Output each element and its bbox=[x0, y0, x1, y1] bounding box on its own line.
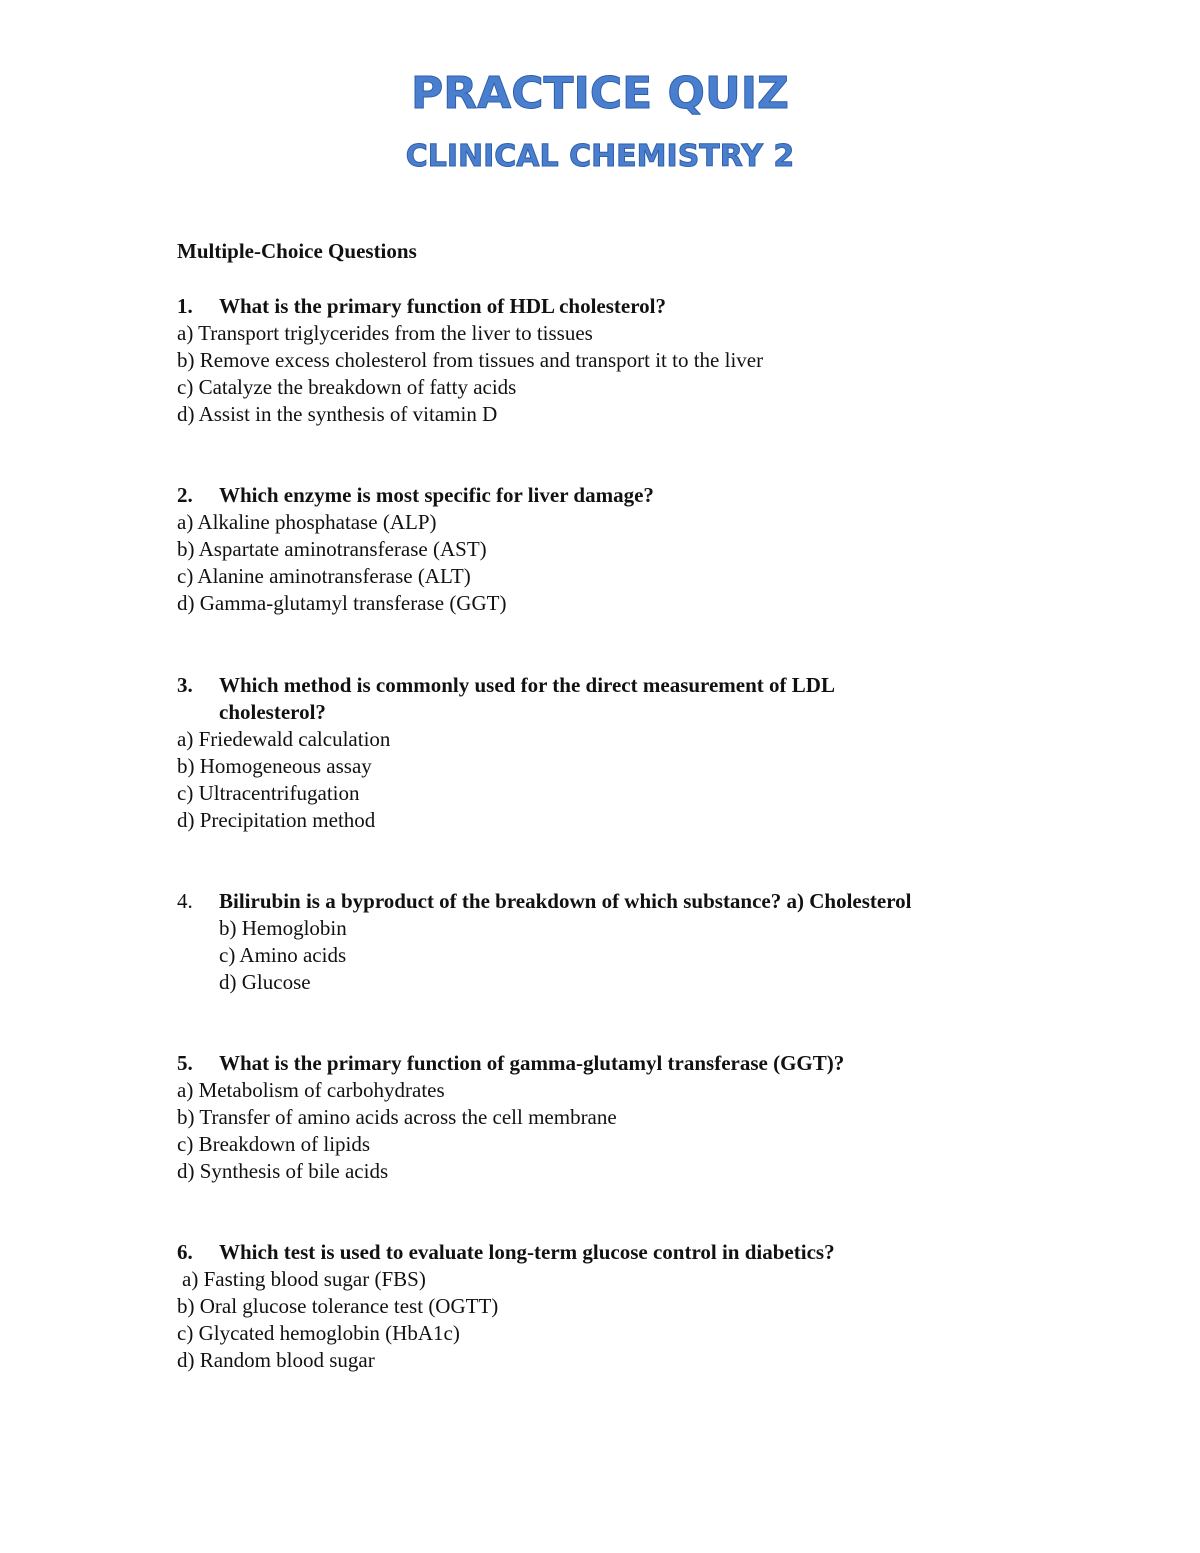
question-title bbox=[177, 482, 1037, 509]
question-text: Which test is used to evaluate long-term glucose control in diabetics? bbox=[219, 1240, 835, 1264]
option-c: c) Breakdown of lipids bbox=[177, 1132, 371, 1156]
section-heading: Multiple-Choice Questions bbox=[177, 239, 417, 263]
question-title bbox=[177, 1050, 1037, 1077]
question-title bbox=[177, 293, 1037, 320]
question-text: What is the primary function of HDL cholesterol? bbox=[219, 294, 667, 318]
option-b: b) Transfer of amino acids across the cell membrane bbox=[177, 1105, 617, 1129]
question-text: Which method is commonly used for the direct measurement of LDL cholesterol? bbox=[219, 673, 834, 724]
question-number: 3. bbox=[177, 673, 193, 697]
option-d: d) Gamma-glutamyl transferase (GGT) bbox=[177, 591, 507, 615]
question-4 bbox=[177, 888, 1037, 996]
question-6 bbox=[177, 1239, 1037, 1374]
question-2 bbox=[177, 482, 1037, 617]
page-subtitle: CLINICAL CHEMISTRY 2 bbox=[405, 139, 795, 174]
option-c: c) Amino acids bbox=[219, 943, 347, 967]
option-a: a) Friedewald calculation bbox=[177, 727, 391, 751]
question-text: Which enzyme is most specific for liver damage? bbox=[219, 483, 654, 507]
question-number: 1. bbox=[177, 294, 193, 318]
option-b: b) Homogeneous assay bbox=[177, 754, 372, 778]
option-d: d) Glucose bbox=[219, 970, 311, 994]
option-c: c) Ultracentrifugation bbox=[177, 781, 360, 805]
question-3 bbox=[177, 672, 937, 834]
option-b: b) Hemoglobin bbox=[219, 916, 347, 940]
question-text: What is the primary function of gamma-glutamyl transferase (GGT)? bbox=[219, 1051, 845, 1075]
question-text: Bilirubin is a byproduct of the breakdown of which substance? a) Cholesterol bbox=[219, 889, 912, 913]
option-c: c) Alanine aminotransferase (ALT) bbox=[177, 564, 471, 588]
question-number: 5. bbox=[177, 1051, 193, 1075]
question-number: 2. bbox=[177, 483, 193, 507]
option-a: a) Alkaline phosphatase (ALP) bbox=[177, 510, 437, 534]
option-a: a) Fasting blood sugar (FBS) bbox=[182, 1267, 426, 1291]
question-5 bbox=[177, 1050, 1037, 1185]
option-b: b) Remove excess cholesterol from tissues and transport it to the liver bbox=[177, 348, 764, 372]
option-b: b) Oral glucose tolerance test (OGTT) bbox=[177, 1294, 499, 1318]
question-number: 4. bbox=[177, 889, 193, 913]
question-title bbox=[177, 888, 1037, 915]
option-a: a) Transport triglycerides from the liver to tissues bbox=[177, 321, 593, 345]
question-title bbox=[177, 672, 937, 726]
question-1 bbox=[177, 293, 1037, 428]
option-d: d) Synthesis of bile acids bbox=[177, 1159, 389, 1183]
option-b: b) Aspartate aminotransferase (AST) bbox=[177, 537, 487, 561]
option-c: c) Glycated hemoglobin (HbA1c) bbox=[177, 1321, 460, 1345]
question-number: 6. bbox=[177, 1240, 193, 1264]
option-d: d) Precipitation method bbox=[177, 808, 376, 832]
option-c: c) Catalyze the breakdown of fatty acids bbox=[177, 375, 517, 399]
option-d: d) Random blood sugar bbox=[177, 1348, 375, 1372]
question-title bbox=[177, 1239, 1037, 1266]
option-a: a) Metabolism of carbohydrates bbox=[177, 1078, 445, 1102]
option-d: d) Assist in the synthesis of vitamin D bbox=[177, 402, 498, 426]
page-title: PRACTICE QUIZ bbox=[411, 68, 789, 119]
